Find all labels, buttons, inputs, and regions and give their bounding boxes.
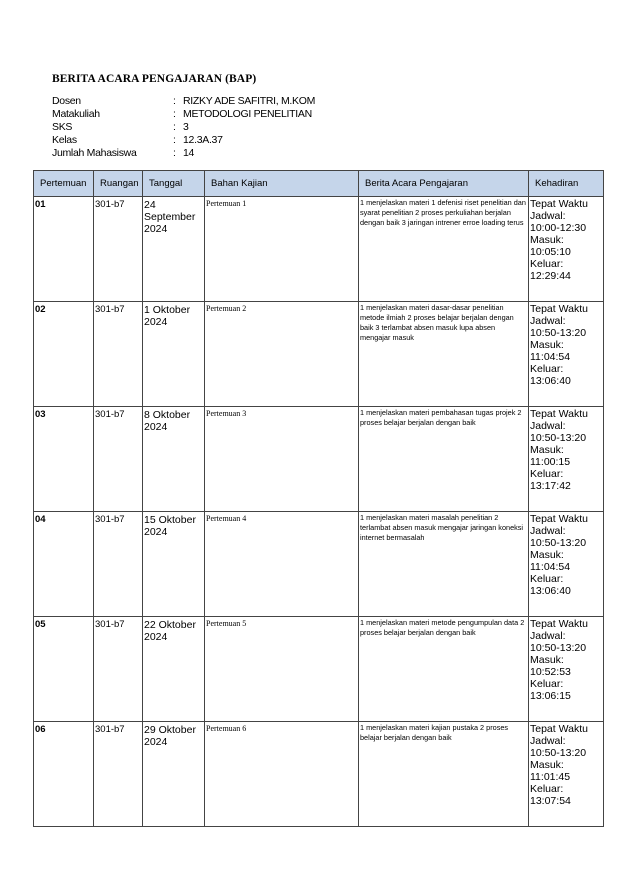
schedule-label: Jadwal:: [530, 525, 566, 537]
check-in-time: 11:01:45: [530, 771, 571, 783]
cell-bahan-kajian: Pertemuan 6: [205, 722, 359, 827]
cell-pertemuan: 01: [34, 197, 94, 302]
course-info: [52, 95, 315, 160]
info-row-kelas: [52, 134, 315, 147]
cell-kehadiran: [529, 722, 604, 827]
table-row: [34, 197, 604, 302]
schedule-time: 10:50-13:20: [530, 747, 587, 759]
cell-tanggal: 8 Oktober 2024: [143, 407, 205, 512]
info-label: Jumlah Mahasiswa: [52, 147, 137, 159]
check-in-time: 10:52:53: [530, 666, 571, 678]
cell-berita-acara: 1 menjelaskan materi kajian pustaka 2 proses belajar berjalan dengan baik: [359, 722, 529, 827]
cell-pertemuan: 03: [34, 407, 94, 512]
table-row: [34, 407, 604, 512]
cell-ruangan: 301-b7: [94, 302, 143, 407]
bap-table: [33, 170, 604, 827]
info-value: 14: [183, 147, 195, 159]
check-in-time: 11:00:15: [530, 456, 571, 468]
schedule-label: Jadwal:: [530, 210, 566, 222]
header-berita-acara: Berita Acara Pengajaran: [359, 171, 529, 197]
cell-bahan-kajian: Pertemuan 5: [205, 617, 359, 722]
check-out-label: Keluar:: [530, 258, 564, 270]
check-out-time: 13:06:40: [530, 375, 571, 387]
table-row: [34, 722, 604, 827]
check-in-time: 10:05:10: [530, 246, 571, 258]
cell-berita-acara: 1 menjelaskan materi dasar-dasar penelitian metode ilmiah 2 proses belajar berjalan dengan baik 3 terlambat absen masuk lupa absen mengajar masuk: [359, 302, 529, 407]
attendance-status: Tepat Waktu: [530, 513, 588, 525]
info-label: Matakuliah: [52, 108, 100, 120]
cell-bahan-kajian: Pertemuan 4: [205, 512, 359, 617]
info-value: RIZKY ADE SAFITRI, M.KOM: [183, 95, 316, 107]
info-separator: :: [173, 134, 176, 146]
cell-berita-acara: 1 menjelaskan materi metode pengumpulan data 2 proses belajar berjalan dengan baik: [359, 617, 529, 722]
cell-pertemuan: 05: [34, 617, 94, 722]
schedule-label: Jadwal:: [530, 735, 566, 747]
schedule-label: Jadwal:: [530, 420, 566, 432]
schedule-label: Jadwal:: [530, 315, 566, 327]
schedule-time: 10:00-12:30: [530, 222, 587, 234]
info-separator: :: [173, 108, 176, 120]
cell-bahan-kajian: Pertemuan 3: [205, 407, 359, 512]
info-row-jumlah-mahasiswa: [52, 147, 315, 160]
info-separator: :: [173, 121, 176, 133]
cell-kehadiran: [529, 302, 604, 407]
cell-ruangan: 301-b7: [94, 617, 143, 722]
check-in-label: Masuk:: [530, 759, 564, 771]
check-in-label: Masuk:: [530, 549, 564, 561]
cell-tanggal: 22 Oktober 2024: [143, 617, 205, 722]
schedule-time: 10:50-13:20: [530, 327, 587, 339]
info-value: 3: [183, 121, 189, 133]
check-in-time: 11:04:54: [530, 351, 571, 363]
table-header-row: [34, 171, 604, 197]
cell-ruangan: 301-b7: [94, 407, 143, 512]
cell-tanggal: 1 Oktober 2024: [143, 302, 205, 407]
attendance-status: Tepat Waktu: [530, 408, 588, 420]
check-in-label: Masuk:: [530, 339, 564, 351]
cell-bahan-kajian: Pertemuan 1: [205, 197, 359, 302]
cell-berita-acara: 1 menjelaskan materi 1 defenisi riset penelitian dan syarat penelitian 2 proses perkuliahan berjalan dengan baik 3 jaringan intrener erroe loading terus: [359, 197, 529, 302]
info-value: METODOLOGI PENELITIAN: [183, 108, 312, 120]
header-pertemuan: Pertemuan: [34, 171, 94, 197]
cell-ruangan: 301-b7: [94, 722, 143, 827]
attendance-status: Tepat Waktu: [530, 618, 588, 630]
info-row-matakuliah: [52, 108, 315, 121]
check-out-label: Keluar:: [530, 468, 564, 480]
cell-kehadiran: [529, 407, 604, 512]
cell-tanggal: 29 Oktober 2024: [143, 722, 205, 827]
cell-berita-acara: 1 menjelaskan materi pembahasan tugas projek 2 proses belajar berjalan dengan baik: [359, 407, 529, 512]
header-bahan-kajian: Bahan Kajian: [205, 171, 359, 197]
page-title: BERITA ACARA PENGAJARAN (BAP): [52, 73, 257, 85]
cell-pertemuan: 02: [34, 302, 94, 407]
info-row-dosen: [52, 95, 315, 108]
table-row: [34, 617, 604, 722]
table-row: [34, 302, 604, 407]
header-ruangan: Ruangan: [94, 171, 143, 197]
schedule-time: 10:50-13:20: [530, 642, 587, 654]
header-tanggal: Tanggal: [143, 171, 205, 197]
info-label: SKS: [52, 121, 73, 133]
check-out-label: Keluar:: [530, 678, 564, 690]
check-out-time: 13:06:15: [530, 690, 571, 702]
schedule-label: Jadwal:: [530, 630, 566, 642]
cell-kehadiran: [529, 512, 604, 617]
check-out-time: 13:07:54: [530, 795, 571, 807]
check-out-label: Keluar:: [530, 783, 564, 795]
check-in-label: Masuk:: [530, 654, 564, 666]
header-kehadiran: Kehadiran: [529, 171, 604, 197]
table-row: [34, 512, 604, 617]
cell-bahan-kajian: Pertemuan 2: [205, 302, 359, 407]
attendance-status: Tepat Waktu: [530, 198, 588, 210]
check-out-time: 12:29:44: [530, 270, 571, 282]
cell-pertemuan: 04: [34, 512, 94, 617]
cell-kehadiran: [529, 617, 604, 722]
cell-tanggal: 24 September 2024: [143, 197, 205, 302]
attendance-status: Tepat Waktu: [530, 303, 588, 315]
schedule-time: 10:50-13:20: [530, 537, 587, 549]
info-row-sks: [52, 121, 315, 134]
cell-kehadiran: [529, 197, 604, 302]
cell-berita-acara: 1 menjelaskan materi masalah penelitian 2 terlambat absen masuk mengajar jaringan koneksi internet bermasalah: [359, 512, 529, 617]
cell-ruangan: 301-b7: [94, 197, 143, 302]
check-out-label: Keluar:: [530, 573, 564, 585]
info-separator: :: [173, 147, 176, 159]
check-out-label: Keluar:: [530, 363, 564, 375]
check-out-time: 13:17:42: [530, 480, 571, 492]
check-in-label: Masuk:: [530, 234, 564, 246]
schedule-time: 10:50-13:20: [530, 432, 587, 444]
check-in-label: Masuk:: [530, 444, 564, 456]
info-label: Dosen: [52, 95, 81, 107]
info-separator: :: [173, 95, 176, 107]
info-value: 12.3A.37: [183, 134, 223, 146]
check-out-time: 13:06:40: [530, 585, 571, 597]
info-label: Kelas: [52, 134, 77, 146]
attendance-status: Tepat Waktu: [530, 723, 588, 735]
cell-tanggal: 15 Oktober 2024: [143, 512, 205, 617]
cell-ruangan: 301-b7: [94, 512, 143, 617]
cell-pertemuan: 06: [34, 722, 94, 827]
check-in-time: 11:04:54: [530, 561, 571, 573]
